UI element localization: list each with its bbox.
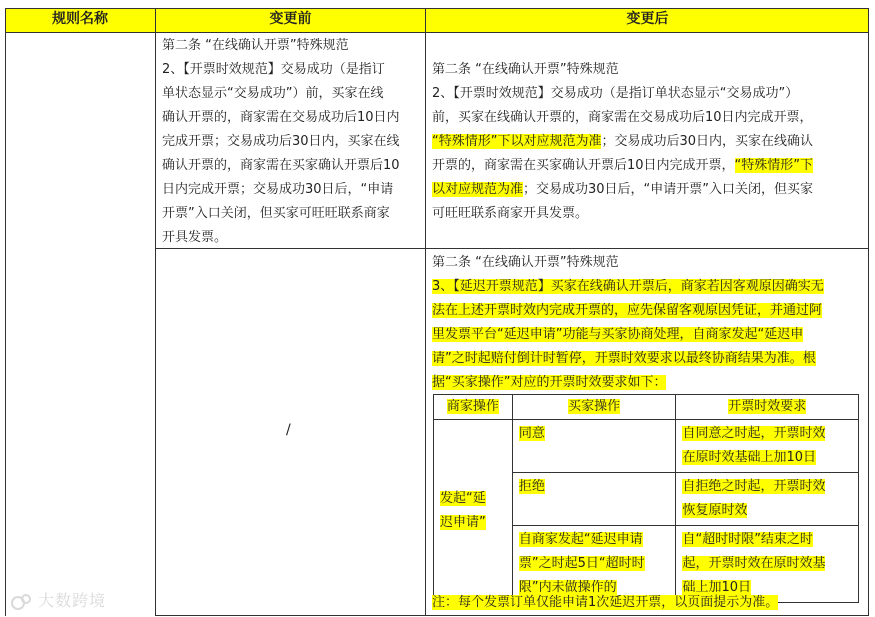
delay-line: [432, 275, 866, 299]
table-header-text: 商家操作: [446, 399, 499, 414]
before-line: 单状态显示“交易成功”）前，买家在线: [162, 86, 384, 101]
merchant-action-text: 迟申请”: [440, 515, 486, 530]
delay-line: [432, 323, 866, 347]
table-header-text: 买家操作: [568, 399, 621, 414]
buyer-action-text: 自商家发起“延迟申请: [518, 532, 643, 547]
delay-text: 3、【延迟开票规范】买家在线确认开票后，商家若因客观原因确实无: [432, 279, 824, 294]
buyer-action-cell: [512, 473, 676, 526]
after-line: [432, 130, 866, 154]
requirement-text: 起，开票时效在原时效基: [682, 556, 826, 571]
before-title: 第二条 “在线确认开票”特殊规范: [162, 38, 349, 53]
after-text: ；交易成功后30日内，买家在线确认: [601, 134, 814, 149]
delay-note-text: 注：每个发票订单仅能申请1次延迟开票，以页面提示为准。: [432, 595, 779, 610]
grid-line: [5, 8, 869, 9]
requirement-text: 在原时效基础上加10日: [682, 450, 816, 465]
table-header-cell: [434, 395, 513, 420]
table-header-row: [434, 395, 859, 420]
table-row: [434, 420, 859, 473]
requirement-text: 自拒绝之时起，开票时效: [682, 479, 826, 494]
before-line: 确认开票的，商家需在交易成功后10日内: [162, 110, 400, 125]
buyer-action-cell: [512, 526, 676, 603]
header-rule-name: 规则名称: [5, 8, 155, 32]
requirement-text: 础上加10日: [682, 580, 751, 595]
grid-line: [868, 8, 869, 616]
delay-line: [432, 299, 866, 323]
grid-line: [155, 8, 156, 616]
buyer-action-text: 票”之时起5日“超时时: [518, 556, 645, 571]
table-header-text: 开票时效要求: [728, 399, 807, 414]
table-header-cell: [676, 395, 859, 420]
requirement-text: 自同意之时起，开票时效: [682, 426, 826, 441]
delay-cell-text: [432, 251, 866, 395]
requirement-text: 自“超时时限”结束之时: [682, 532, 813, 547]
after-line: 前，买家在线确认开票的，商家需在交易成功后10日内完成开票，: [432, 110, 813, 125]
watermark: [10, 588, 106, 611]
before-line: 确认开票的，商家需在买家确认开票后10: [162, 158, 400, 173]
requirement-cell: [676, 473, 859, 526]
before-cell-text: [162, 34, 422, 250]
requirement-cell: [676, 420, 859, 473]
grid-line: [5, 8, 6, 616]
grid-line: [5, 32, 869, 33]
before-line: 开具发票。: [162, 230, 228, 245]
after-line: 可旺旺联系商家开具发票。: [432, 206, 589, 221]
before-line: 日内完成开票；交易成功30日后，“申请: [162, 182, 394, 197]
delay-line: [432, 347, 866, 371]
highlight-special-case: “特殊情形”下以对应规范为准: [432, 134, 602, 149]
watermark-text: 大数跨境: [38, 591, 107, 610]
header-after: 变更后: [426, 8, 869, 32]
highlight-special-case: 以对应规范为准: [432, 182, 524, 197]
merchant-action-text: 发起“延: [440, 491, 486, 506]
requirement-text: 恢复原时效: [682, 503, 748, 518]
delay-rules-table: [433, 394, 859, 603]
buyer-action-text: 同意: [518, 426, 545, 441]
before-line: 完成开票；交易成功后30日内，买家在线: [162, 134, 400, 149]
delay-text: 请”之时起赔付倒计时暂停，开票时效要求以最终协商结果为准。根: [432, 351, 816, 366]
delay-line: [432, 371, 866, 395]
grid-line: [155, 615, 869, 616]
after-text: 开票的，商家需在买家确认开票后10日内完成开票，: [432, 158, 735, 173]
after-text: ；交易成功30日后，“申请开票”入口关闭，但买家: [523, 182, 814, 197]
before-empty-slash: /: [286, 422, 291, 438]
delay-text: 里发票平台“延迟申请”功能与买家协商处理，自商家发起“延迟申: [432, 327, 804, 342]
after-title: 第二条 “在线确认开票”特殊规范: [432, 62, 619, 77]
table-header-cell: [512, 395, 676, 420]
requirement-cell: [676, 526, 859, 603]
after-line: 2、【开票时效规范】交易成功（是指订单状态显示“交易成功”）: [432, 86, 799, 101]
merchant-action-cell: [434, 420, 513, 603]
header-before: 变更前: [156, 8, 425, 32]
delay-text: 法在上述开票时效内完成开票的，应先保留客观原因凭证，并通过阿: [432, 303, 823, 318]
before-line: 2、【开票时效规范】交易成功（是指订: [162, 62, 385, 77]
grid-line: [425, 8, 426, 616]
delay-text: 据“买家操作”对应的开票时效要求如下：: [432, 375, 667, 390]
after-line: [432, 154, 866, 178]
after-cell-text: [432, 58, 866, 226]
buyer-action-text: 限”内未做操作的: [518, 580, 617, 595]
before-line: 开票”入口关闭，但买家可旺旺联系商家: [162, 206, 390, 221]
delay-note: [432, 592, 778, 614]
watermark-logo-icon: [10, 593, 32, 611]
after-line: [432, 178, 866, 202]
highlight-special-case: “特殊情形”下: [734, 158, 814, 173]
buyer-action-text: 拒绝: [518, 479, 545, 494]
delay-title: 第二条 “在线确认开票”特殊规范: [432, 255, 619, 270]
buyer-action-cell: [512, 420, 676, 473]
